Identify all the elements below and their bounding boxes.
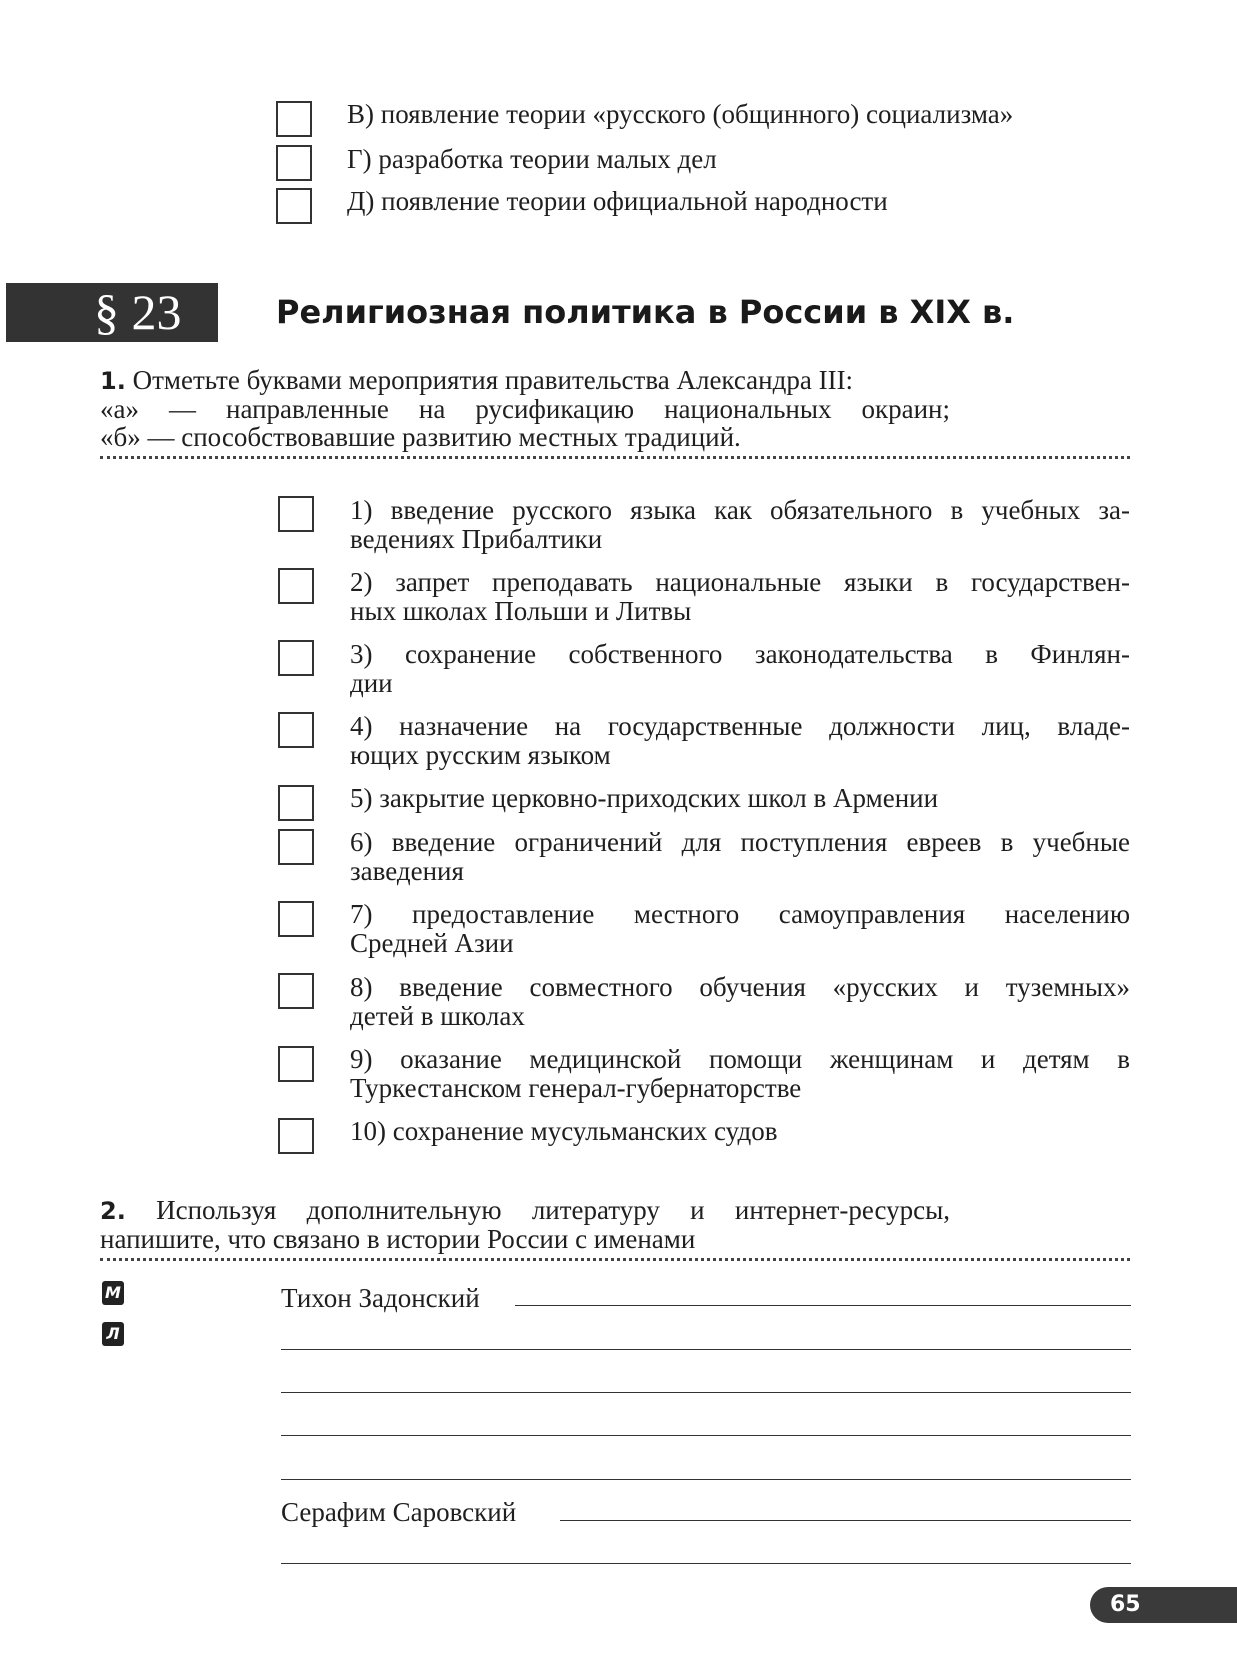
item-4-line-2: ющих русским языком — [350, 740, 611, 770]
item-5-line-1: 5) закрытие церковно-приходских школ в Армении — [350, 783, 939, 813]
task-2-number: 2. — [100, 1197, 126, 1225]
item-3-line-2: дии — [350, 668, 393, 698]
item-2-text — [350, 568, 1130, 626]
task-1-line-2: «а» — направленные на русификацию национальных окраин; — [100, 394, 950, 424]
option-v-checkbox[interactable] — [276, 101, 312, 137]
item-1-checkbox[interactable] — [278, 496, 314, 532]
item-9-checkbox[interactable] — [278, 1046, 314, 1082]
item-10-text — [350, 1117, 1130, 1146]
name-tikhon-zadonsky: Тихон Задонский — [281, 1283, 480, 1313]
item-4-line-1: 4) назначение на государственные должности лиц, владе- — [350, 711, 1130, 741]
answer-line-4[interactable] — [281, 1435, 1131, 1436]
item-9-line-2: Туркестанском генерал-губернаторстве — [350, 1073, 802, 1103]
answer-line-7[interactable] — [281, 1563, 1131, 1564]
task-2-prompt: Используя дополнительную литературу и интернет-ресурсы, — [156, 1195, 950, 1225]
name-seraphim-sarovsky: Серафим Саровский — [281, 1497, 517, 1527]
item-7-text — [350, 900, 1130, 958]
item-7-line-2: Средней Азии — [350, 928, 514, 958]
answer-line-5[interactable] — [281, 1479, 1131, 1480]
task-2-line-1 — [100, 1196, 950, 1225]
section-title: Религиозная политика в России в XIX в. — [276, 293, 1015, 331]
item-7-checkbox[interactable] — [278, 901, 314, 937]
item-2-line-1: 2) запрет преподавать национальные языки в государствен- — [350, 567, 1130, 597]
task-1-divider — [100, 456, 1130, 459]
item-4-checkbox[interactable] — [278, 712, 314, 748]
item-6-text — [350, 828, 1130, 886]
task-1-instructions — [100, 366, 950, 451]
answer-line-3[interactable] — [281, 1392, 1131, 1393]
l-marker-icon: Л — [102, 1322, 124, 1346]
item-3-checkbox[interactable] — [278, 640, 314, 676]
item-8-checkbox[interactable] — [278, 973, 314, 1009]
item-6-checkbox[interactable] — [278, 829, 314, 865]
option-g-text: Г) разработка теории малых дел — [347, 144, 717, 174]
item-3-text — [350, 640, 1130, 698]
item-1-line-1: 1) введение русского языка как обязательного в учебных за- — [350, 495, 1130, 525]
item-5-checkbox[interactable] — [278, 785, 314, 821]
item-5-text — [350, 784, 1130, 813]
task-1-prompt: Отметьте буквами мероприятия правительства Александра III: — [132, 365, 854, 395]
option-d-checkbox[interactable] — [276, 188, 312, 224]
item-8-text — [350, 973, 1130, 1031]
item-2-line-2: ных школах Польши и Литвы — [350, 596, 692, 626]
section-number-badge: § 23 — [6, 283, 218, 342]
answer-line-1[interactable] — [515, 1305, 1131, 1306]
item-10-line-1: 10) сохранение мусульманских судов — [350, 1116, 778, 1146]
task-2-divider — [100, 1258, 1130, 1261]
item-4-text — [350, 712, 1130, 770]
option-v-text: В) появление теории «русского (общинного) социализма» — [347, 99, 1014, 129]
item-1-text — [350, 496, 1130, 554]
option-g-checkbox[interactable] — [276, 145, 312, 181]
item-2-checkbox[interactable] — [278, 568, 314, 604]
answer-line-2[interactable] — [281, 1349, 1131, 1350]
task-1-number: 1. — [100, 367, 126, 395]
item-6-line-2: заведения — [350, 856, 464, 886]
task-2-line-2: напишите, что связано в истории России с именами — [100, 1224, 696, 1254]
item-10-checkbox[interactable] — [278, 1118, 314, 1154]
task-2-instructions — [100, 1196, 950, 1253]
item-3-line-1: 3) сохранение собственного законодательства в Финлян- — [350, 639, 1130, 669]
answer-line-6[interactable] — [560, 1520, 1131, 1521]
item-6-line-1: 6) введение ограничений для поступления евреев в учебные — [350, 827, 1130, 857]
item-7-line-1: 7) предоставление местного самоуправления населению — [350, 899, 1130, 929]
item-1-line-2: ведениях Прибалтики — [350, 524, 603, 554]
task-1-line-1 — [100, 366, 950, 395]
item-8-line-2: детей в школах — [350, 1001, 525, 1031]
task-1-line-3: «б» — способствовавшие развитию местных традиций. — [100, 422, 741, 452]
page-number: 65 — [1090, 1587, 1237, 1623]
item-8-line-1: 8) введение совместного обучения «русских и туземных» — [350, 972, 1130, 1002]
item-9-text — [350, 1045, 1130, 1103]
m-marker-icon: М — [102, 1281, 124, 1305]
option-d-text: Д) появление теории официальной народности — [347, 186, 888, 216]
item-9-line-1: 9) оказание медицинской помощи женщинам и детям в — [350, 1044, 1130, 1074]
